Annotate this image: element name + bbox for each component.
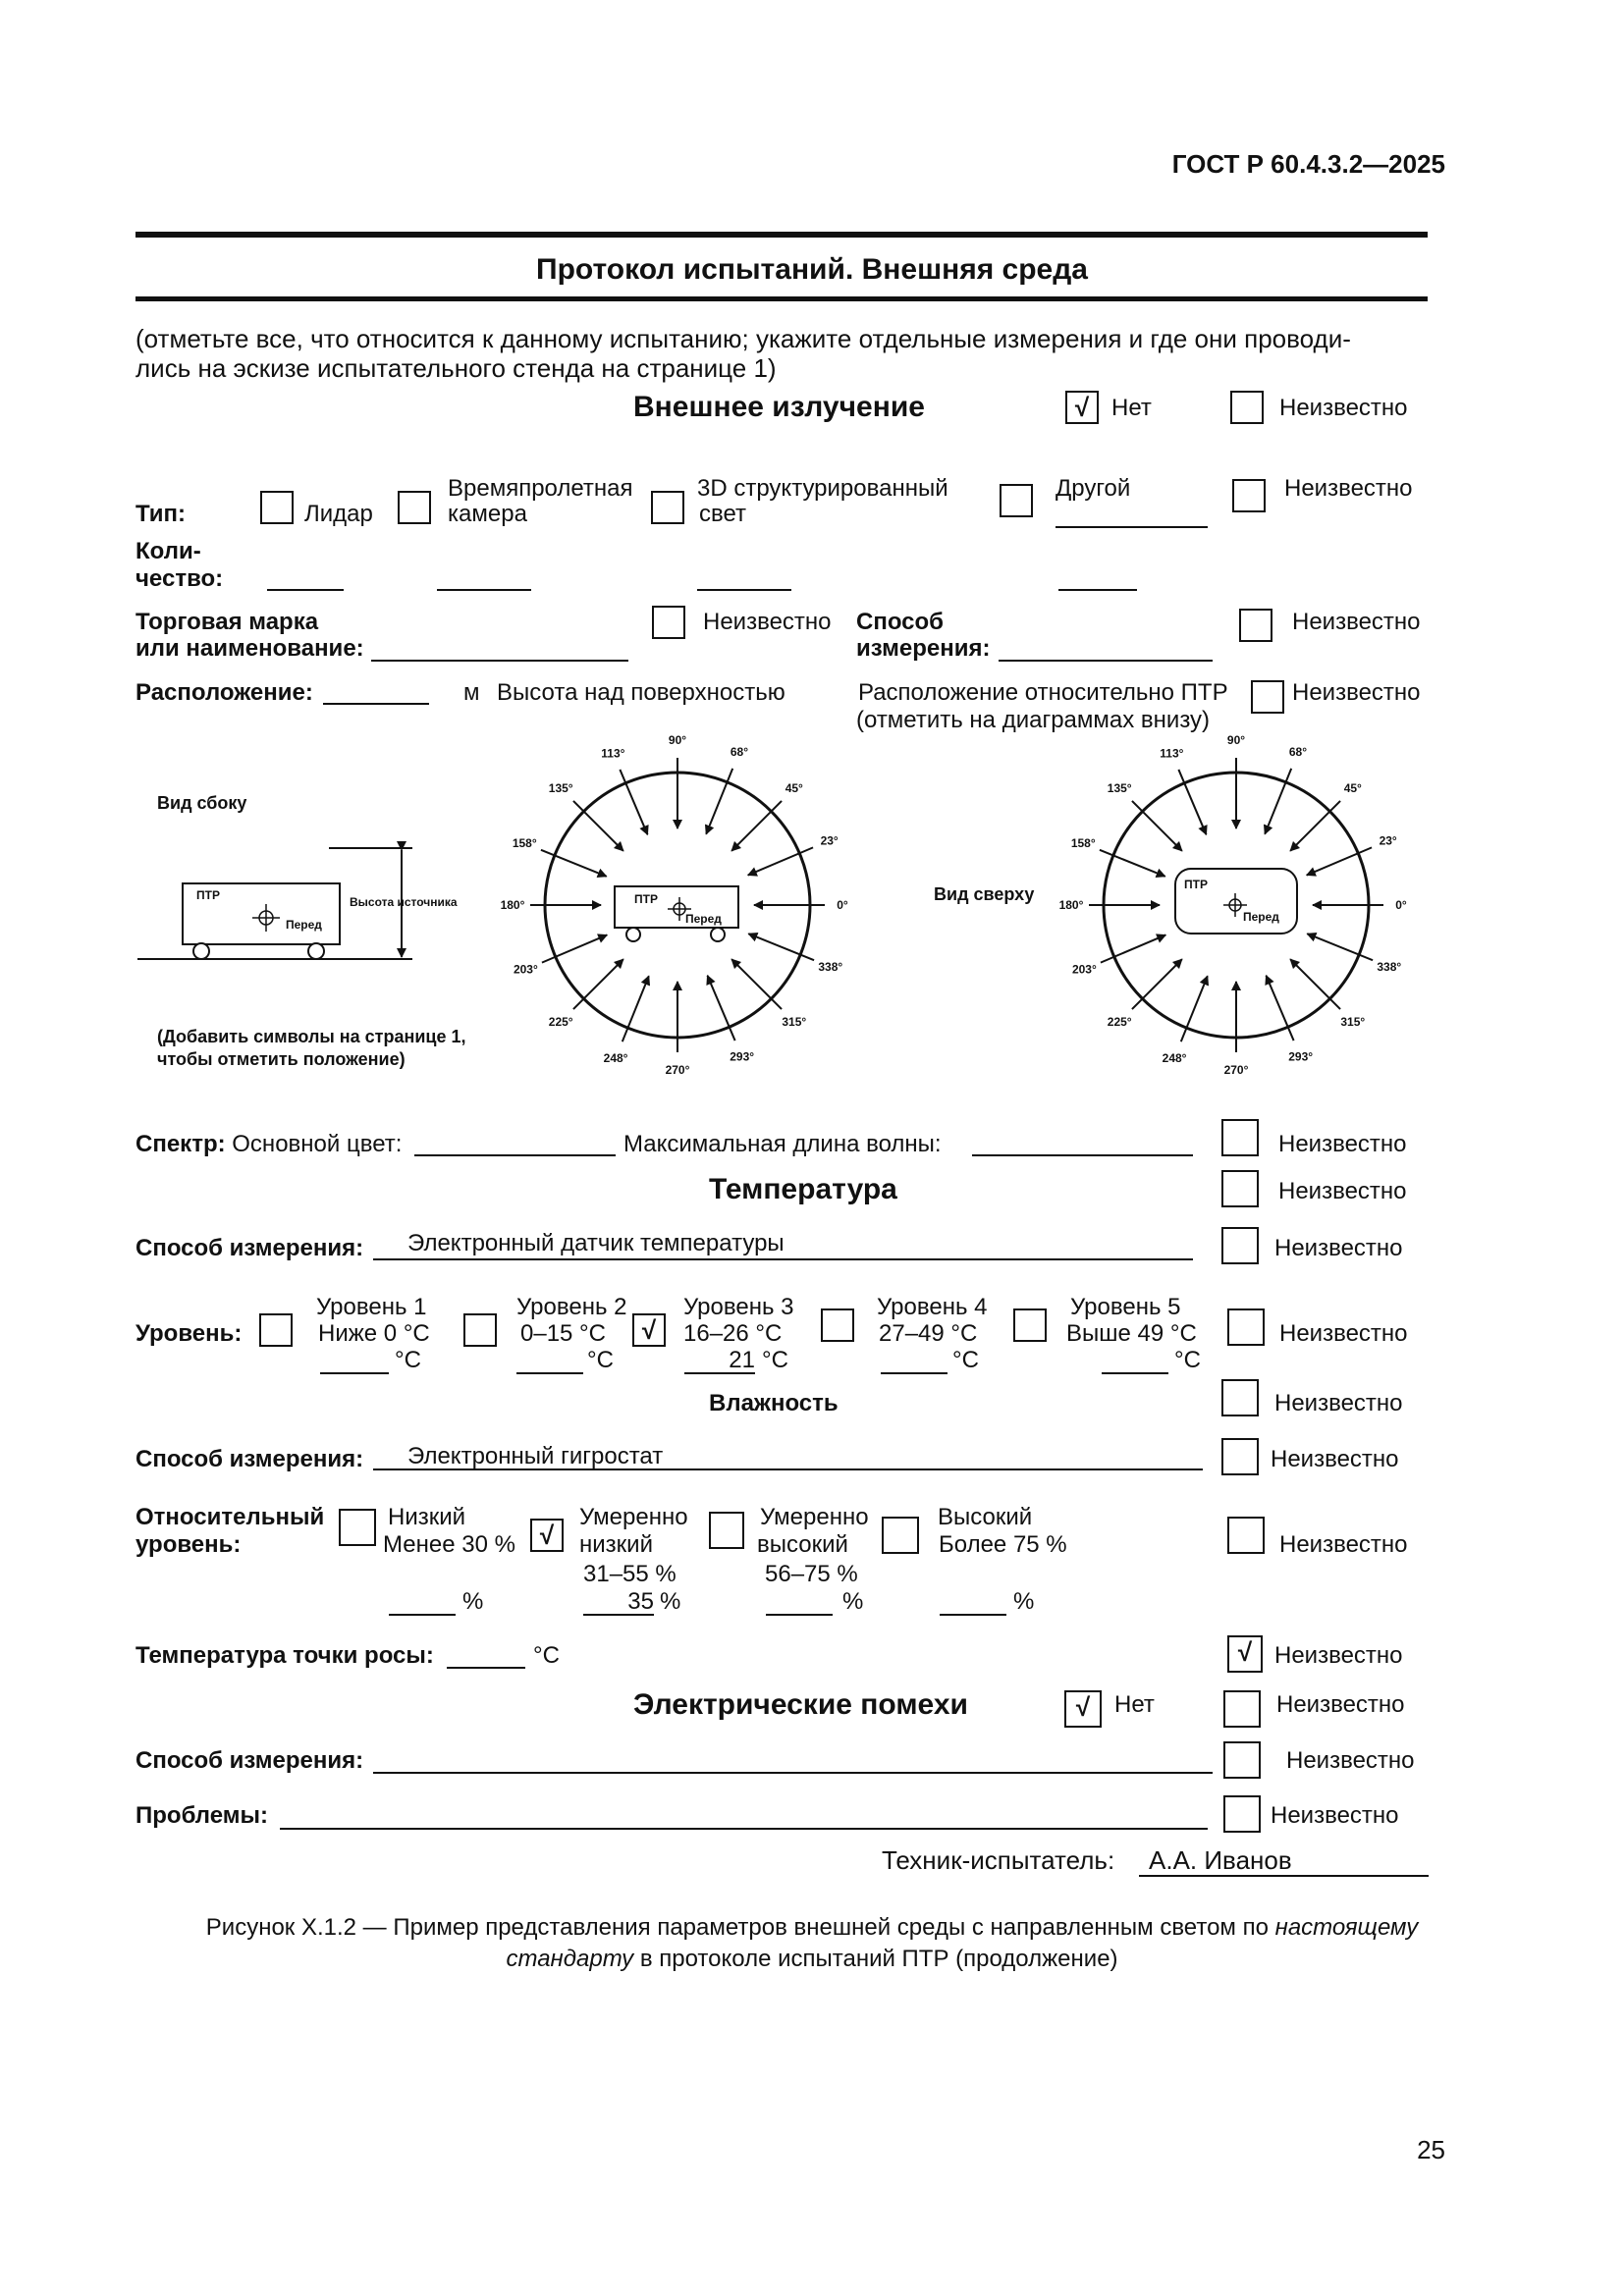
side-arrow-135 bbox=[573, 801, 623, 851]
temp-level-5-checkbox[interactable] bbox=[1013, 1308, 1047, 1342]
dew-point-unit: °C bbox=[533, 1642, 560, 1669]
temp-level-4-unit: °C bbox=[952, 1347, 979, 1373]
relative-unknown-label: Неизвестно bbox=[1292, 679, 1421, 706]
instruction-line-2: лись на эскизе испытательного стенда на странице 1) bbox=[135, 353, 777, 383]
top-arrow-135 bbox=[1132, 801, 1182, 851]
humidity-mod-high-line3: 56–75 % bbox=[765, 1561, 858, 1587]
type-unknown-label: Неизвестно bbox=[1284, 475, 1413, 502]
top-angle-label: 68° bbox=[1288, 745, 1308, 760]
radiation-none-label: Нет bbox=[1111, 395, 1152, 421]
side-angle-label: 158° bbox=[512, 836, 537, 851]
temp-level-5-value[interactable] bbox=[1102, 1347, 1168, 1374]
brand-label-1: Торговая марка bbox=[135, 609, 319, 635]
source-height-label: Высота источника bbox=[350, 895, 458, 909]
top-arrow-225 bbox=[1132, 959, 1182, 1009]
location-label: Расположение: bbox=[135, 679, 313, 706]
side-angle-label: 135° bbox=[548, 781, 573, 796]
top-angle-label: 270° bbox=[1223, 1063, 1249, 1077]
dial-robot-label: ПТР bbox=[634, 892, 658, 906]
brand-label-2: или наименование: bbox=[135, 635, 364, 662]
tof-label-line2: камера bbox=[448, 501, 527, 527]
page-number: 25 bbox=[1417, 2135, 1445, 2164]
side-front-label: Перед bbox=[286, 918, 322, 932]
humidity-method-line[interactable] bbox=[373, 1468, 1203, 1470]
humidity-method-label: Способ измерения: bbox=[135, 1446, 364, 1472]
main-color-label: Основной цвет: bbox=[232, 1131, 403, 1157]
temp-level-1-range: Ниже 0 °C bbox=[318, 1320, 430, 1347]
side-arrow-45 bbox=[731, 801, 782, 851]
temp-level-4-range: 27–49 °C bbox=[879, 1320, 978, 1347]
relative-level-label-1: Относительный bbox=[135, 1504, 325, 1530]
humidity-unknown-label: Неизвестно bbox=[1274, 1390, 1403, 1416]
main-color-line[interactable] bbox=[414, 1154, 616, 1156]
spectrum-row bbox=[135, 1131, 402, 1158]
humidity-mod-low-value[interactable]: 35 bbox=[583, 1588, 654, 1616]
temp-level-3-range: 16–26 °C bbox=[683, 1320, 783, 1347]
temp-level-2-range: 0–15 °C bbox=[520, 1320, 606, 1347]
interference-unknown-checkbox[interactable] bbox=[1223, 1690, 1261, 1728]
temp-level-5-unit: °C bbox=[1174, 1347, 1201, 1373]
interference-method-unknown-label: Неизвестно bbox=[1286, 1747, 1415, 1774]
sl-label-line2: свет bbox=[699, 501, 747, 527]
temp-level-label: Уровень: bbox=[135, 1320, 243, 1347]
radiation-unknown-label: Неизвестно bbox=[1279, 395, 1408, 421]
side-angle-label: 270° bbox=[665, 1063, 690, 1077]
method-unknown-checkbox[interactable] bbox=[1239, 609, 1272, 642]
relative-level-label-2: уровень: bbox=[135, 1531, 242, 1558]
method-label-2: измерения: bbox=[856, 635, 991, 662]
top-angle-label: 248° bbox=[1162, 1050, 1187, 1065]
top-angle-label: 225° bbox=[1107, 1014, 1132, 1029]
method-label-1: Способ bbox=[856, 609, 945, 635]
side-view-label: Вид сбоку bbox=[157, 793, 247, 813]
humidity-mod-high-value[interactable] bbox=[766, 1588, 833, 1616]
temperature-unknown-checkbox[interactable] bbox=[1221, 1170, 1259, 1207]
title-rule bbox=[135, 296, 1428, 301]
side-angle-label: 68° bbox=[730, 745, 749, 760]
humidity-level-unknown-label: Неизвестно bbox=[1279, 1531, 1408, 1558]
interference-method-line[interactable] bbox=[373, 1772, 1213, 1774]
top-angle-label: 0° bbox=[1395, 898, 1407, 912]
quantity-label-1: Коли- bbox=[135, 538, 201, 564]
temperature-heading: Температура bbox=[709, 1173, 897, 1205]
side-wheel-right bbox=[308, 943, 324, 959]
dew-point-label: Температура точки росы: bbox=[135, 1642, 434, 1669]
side-direction-dial bbox=[501, 733, 848, 1077]
side-arrow-315 bbox=[731, 959, 782, 1009]
top-arrow-45 bbox=[1290, 801, 1340, 851]
dial-wheel-left bbox=[626, 928, 640, 941]
relative-location-line1: Расположение относительно ПТР bbox=[858, 679, 1228, 706]
interference-none-checkbox[interactable]: √ bbox=[1064, 1690, 1102, 1728]
temp-level-unknown-checkbox[interactable] bbox=[1227, 1308, 1265, 1346]
tof-camera-checkbox[interactable] bbox=[398, 491, 431, 524]
humidity-high-line2: Более 75 % bbox=[939, 1531, 1067, 1558]
brand-input-line[interactable] bbox=[371, 660, 628, 662]
temp-method-value: Электронный датчик температуры bbox=[407, 1230, 785, 1256]
humidity-mod-low-unit: % bbox=[660, 1588, 681, 1615]
sl-label-line1: 3D структурированный bbox=[697, 475, 948, 502]
temp-level-1-unit: °C bbox=[395, 1347, 421, 1373]
temp-level-1-checkbox[interactable] bbox=[259, 1313, 293, 1347]
dew-unknown-label: Неизвестно bbox=[1274, 1642, 1403, 1669]
radiation-unknown-checkbox[interactable] bbox=[1230, 391, 1264, 424]
humidity-low-line1: Низкий bbox=[388, 1504, 466, 1530]
interference-none-label: Нет bbox=[1114, 1691, 1155, 1718]
side-crosshair-icon bbox=[252, 904, 280, 932]
top-angle-label: 90° bbox=[1226, 733, 1246, 747]
top-angle-label: 203° bbox=[1071, 962, 1097, 977]
temp-level-unknown-label: Неизвестно bbox=[1279, 1320, 1408, 1347]
interference-unknown-label: Неизвестно bbox=[1276, 1691, 1405, 1718]
temp-level-3-value[interactable]: 21 bbox=[684, 1347, 755, 1374]
lidar-label: Лидар bbox=[304, 501, 373, 527]
quantity-label-2: чество: bbox=[135, 565, 224, 592]
humidity-method-unknown-label: Неизвестно bbox=[1271, 1446, 1399, 1472]
dew-point-line[interactable] bbox=[447, 1667, 525, 1669]
humidity-mod-high-checkbox[interactable] bbox=[709, 1512, 744, 1549]
technician-name: А.А. Иванов bbox=[1139, 1845, 1429, 1877]
standard-code: ГОСТ Р 60.4.3.2—2025 bbox=[1171, 149, 1445, 179]
height-input-line[interactable] bbox=[323, 703, 429, 705]
side-angle-label: 45° bbox=[785, 781, 803, 796]
caption-italic: настоящему стандарту bbox=[506, 1914, 1419, 1972]
humidity-mod-low-line3: 31–55 % bbox=[583, 1561, 677, 1587]
side-angle-label: 225° bbox=[548, 1014, 573, 1029]
top-angle-label: 315° bbox=[1340, 1014, 1366, 1029]
temp-level-5-name: Уровень 5 bbox=[1070, 1294, 1181, 1320]
top-direction-dial bbox=[1059, 733, 1407, 1077]
temp-level-4-checkbox[interactable] bbox=[821, 1308, 854, 1342]
humidity-low-checkbox[interactable] bbox=[339, 1509, 376, 1546]
technician-label: Техник-испытатель: bbox=[882, 1845, 1115, 1875]
interference-method-label: Способ измерения: bbox=[135, 1747, 364, 1774]
temp-level-2-unit: °C bbox=[587, 1347, 614, 1373]
interference-heading: Электрические помехи bbox=[633, 1688, 968, 1721]
humidity-mod-low-checkbox[interactable]: √ bbox=[530, 1519, 564, 1552]
max-wavelength-line[interactable] bbox=[972, 1154, 1193, 1156]
spectrum-unknown-checkbox[interactable] bbox=[1221, 1119, 1259, 1156]
type-unknown-checkbox[interactable] bbox=[1232, 479, 1266, 512]
max-wavelength-label: Максимальная длина волны: bbox=[623, 1131, 942, 1157]
humidity-heading: Влажность bbox=[709, 1390, 839, 1416]
humidity-level-unknown-checkbox[interactable] bbox=[1227, 1517, 1265, 1554]
method-unknown-label: Неизвестно bbox=[1292, 609, 1421, 635]
side-robot-label: ПТР bbox=[196, 888, 220, 902]
other-quantity-line[interactable] bbox=[1058, 589, 1137, 591]
humidity-mod-high-unit: % bbox=[842, 1588, 864, 1615]
sl-quantity-line[interactable] bbox=[697, 589, 791, 591]
humidity-high-unit: % bbox=[1013, 1588, 1035, 1615]
side-angle-label: 315° bbox=[782, 1014, 807, 1029]
height-text: Высота над поверхностью bbox=[497, 679, 785, 706]
other-label: Другой bbox=[1056, 475, 1131, 502]
side-angle-label: 0° bbox=[837, 898, 848, 912]
interference-method-unknown-checkbox[interactable] bbox=[1223, 1741, 1261, 1779]
temp-level-2-checkbox[interactable] bbox=[463, 1313, 497, 1347]
external-radiation-heading: Внешнее излучение bbox=[633, 391, 925, 423]
temp-method-unknown-label: Неизвестно bbox=[1274, 1235, 1403, 1261]
other-checkbox[interactable] bbox=[1000, 484, 1033, 517]
note-line-1: (Добавить символы на странице 1, bbox=[157, 1027, 466, 1046]
side-wheel-left bbox=[193, 943, 209, 959]
top-angle-label: 158° bbox=[1070, 836, 1096, 851]
top-angle-label: 23° bbox=[1379, 833, 1397, 848]
temp-method-label: Способ измерения: bbox=[135, 1235, 364, 1261]
temp-level-5-range: Выше 49 °C bbox=[1066, 1320, 1197, 1347]
humidity-mod-high-line1: Умеренно bbox=[760, 1504, 869, 1530]
temperature-unknown-label: Неизвестно bbox=[1278, 1178, 1407, 1204]
top-arrow-315 bbox=[1290, 959, 1340, 1009]
type-label: Тип: bbox=[135, 501, 186, 527]
top-robot-label: ПТР bbox=[1184, 878, 1208, 891]
temp-method-line[interactable] bbox=[373, 1258, 1193, 1260]
brand-unknown-checkbox[interactable] bbox=[652, 606, 685, 639]
humidity-low-value[interactable] bbox=[389, 1588, 456, 1616]
brand-unknown-label: Неизвестно bbox=[703, 609, 832, 635]
figure-caption bbox=[174, 1912, 1450, 1975]
lidar-quantity-line[interactable] bbox=[267, 589, 344, 591]
humidity-unknown-checkbox[interactable] bbox=[1221, 1379, 1259, 1416]
problems-line[interactable] bbox=[280, 1828, 1208, 1830]
height-unit: м bbox=[463, 679, 480, 706]
side-arrow-225 bbox=[573, 959, 623, 1009]
temp-level-1-value[interactable] bbox=[320, 1347, 389, 1374]
lidar-checkbox[interactable] bbox=[260, 491, 294, 524]
side-angle-label: 23° bbox=[820, 833, 839, 848]
temp-level-3-name: Уровень 3 bbox=[683, 1294, 794, 1320]
humidity-high-checkbox[interactable] bbox=[882, 1517, 919, 1554]
humidity-mod-low-line1: Умеренно bbox=[579, 1504, 688, 1530]
temp-method-unknown-checkbox[interactable] bbox=[1221, 1227, 1259, 1264]
structured-light-checkbox[interactable] bbox=[651, 491, 684, 524]
humidity-low-line2: Менее 30 % bbox=[383, 1531, 515, 1558]
problems-unknown-checkbox[interactable] bbox=[1223, 1795, 1261, 1833]
top-angle-label: 113° bbox=[1160, 746, 1184, 761]
temp-level-4-name: Уровень 4 bbox=[877, 1294, 988, 1320]
tof-quantity-line[interactable] bbox=[437, 589, 531, 591]
humidity-high-value[interactable] bbox=[940, 1588, 1006, 1616]
side-angle-label: 248° bbox=[603, 1050, 628, 1065]
form-title: Протокол испытаний. Внешняя среда bbox=[536, 253, 1088, 286]
problems-unknown-label: Неизвестно bbox=[1271, 1802, 1399, 1829]
other-type-line[interactable] bbox=[1056, 526, 1208, 528]
top-angle-label: 293° bbox=[1288, 1049, 1314, 1064]
top-angle-label: 45° bbox=[1343, 781, 1362, 796]
relative-location-line2: (отметить на диаграммах внизу) bbox=[856, 707, 1211, 733]
side-angle-label: 338° bbox=[818, 959, 843, 974]
temp-level-2-value[interactable] bbox=[516, 1347, 583, 1374]
caption-part2: в протоколе испытаний ПТР (продолжение) bbox=[633, 1946, 1118, 1972]
humidity-mod-low-line2: низкий bbox=[579, 1531, 653, 1558]
direction-diagrams bbox=[0, 726, 1624, 1099]
method-input-line[interactable] bbox=[999, 660, 1213, 662]
dial-front-label: Перед bbox=[685, 912, 722, 926]
humidity-high-line1: Высокий bbox=[938, 1504, 1033, 1530]
side-angle-label: 180° bbox=[500, 898, 525, 912]
humidity-method-unknown-checkbox[interactable] bbox=[1221, 1438, 1259, 1475]
dial-wheel-right bbox=[711, 928, 725, 941]
temp-level-4-value[interactable] bbox=[881, 1347, 947, 1374]
side-angle-label: 293° bbox=[730, 1049, 755, 1064]
humidity-mod-high-line2: высокий bbox=[757, 1531, 848, 1558]
humidity-method-value: Электронный гигростат bbox=[407, 1443, 664, 1469]
top-angle-label: 180° bbox=[1058, 898, 1084, 912]
radiation-none-checkbox[interactable]: √ bbox=[1065, 391, 1099, 424]
top-view-label: Вид сверху bbox=[934, 884, 1035, 904]
problems-label: Проблемы: bbox=[135, 1802, 268, 1829]
temp-level-3-checkbox[interactable]: √ bbox=[632, 1313, 666, 1347]
top-rule bbox=[135, 232, 1428, 238]
relative-unknown-checkbox[interactable] bbox=[1251, 680, 1284, 714]
side-angle-label: 90° bbox=[668, 733, 687, 747]
top-angle-label: 338° bbox=[1377, 959, 1402, 974]
spectrum-label: Спектр: bbox=[135, 1131, 226, 1157]
tof-label-line1: Времяпролетная bbox=[448, 475, 633, 502]
temp-level-2-name: Уровень 2 bbox=[516, 1294, 627, 1320]
spectrum-unknown-label: Неизвестно bbox=[1278, 1131, 1407, 1157]
temp-level-1-name: Уровень 1 bbox=[316, 1294, 427, 1320]
top-angle-label: 135° bbox=[1107, 781, 1132, 796]
instruction-line-1: (отметьте все, что относится к данному испытанию; укажите отдельные измерения и где они проводи- bbox=[135, 324, 1351, 353]
note-line-2: чтобы отметить положение) bbox=[157, 1049, 406, 1069]
humidity-low-unit: % bbox=[462, 1588, 484, 1615]
side-angle-label: 113° bbox=[601, 746, 625, 761]
top-front-label: Перед bbox=[1243, 910, 1279, 924]
side-angle-label: 203° bbox=[513, 962, 538, 977]
temp-level-3-unit: °C bbox=[762, 1347, 788, 1373]
caption-part1: Рисунок X.1.2 — Пример представления параметров внешней среды с направленным светом по bbox=[205, 1914, 1275, 1941]
dew-unknown-checkbox[interactable]: √ bbox=[1227, 1635, 1263, 1673]
